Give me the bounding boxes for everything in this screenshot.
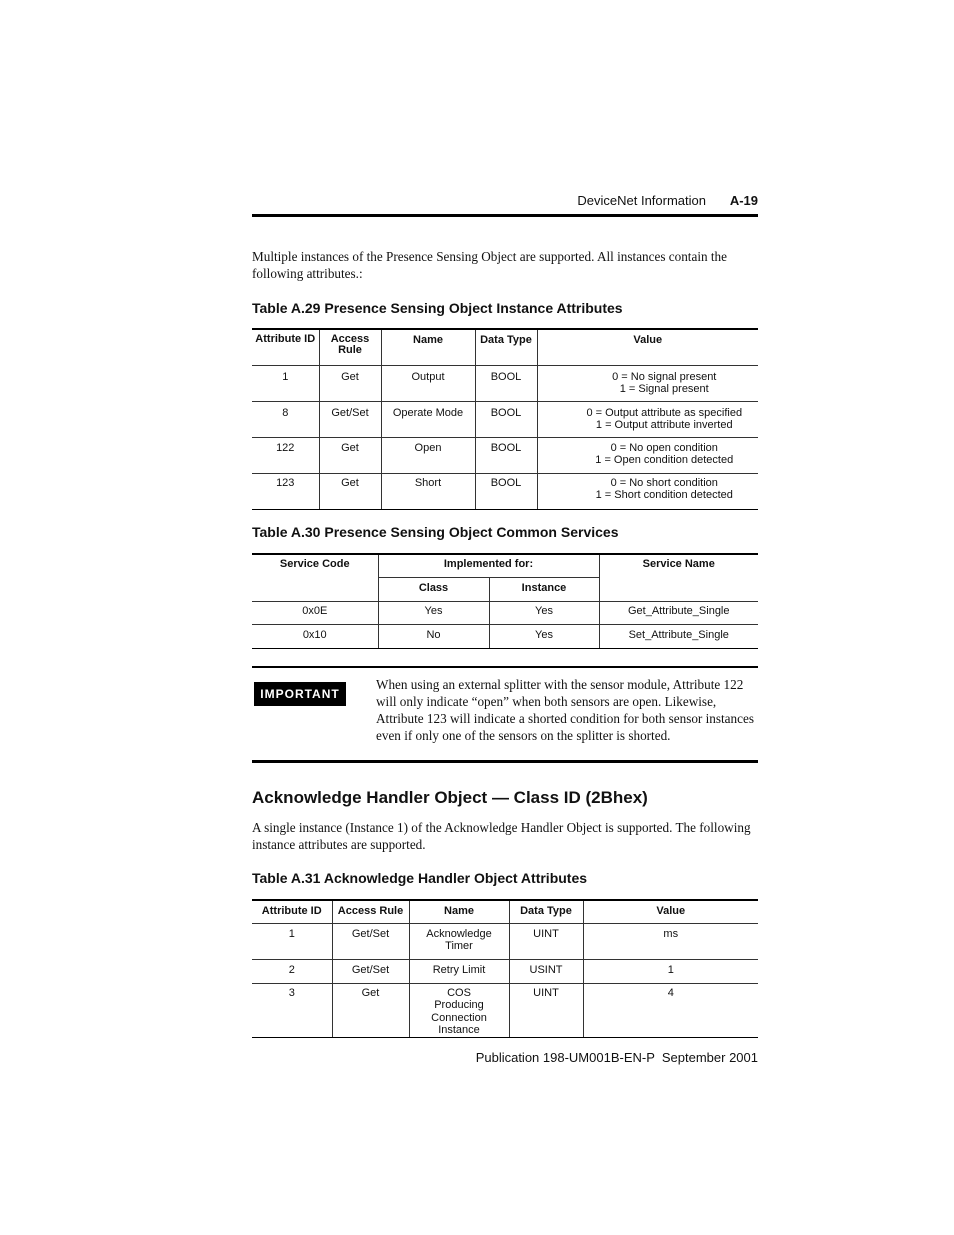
table-30-header-row xyxy=(252,554,758,577)
attribute-id-cell: 1 xyxy=(282,370,289,383)
name-cell: Retry Limit xyxy=(432,963,486,976)
value-cell: 4 xyxy=(667,986,674,999)
service-name-cell: Set_Attribute_Single xyxy=(628,628,729,641)
publication-footer: Publication 198-UM001B-EN-P September 2001 xyxy=(475,1050,758,1065)
name-cell: Operate Mode xyxy=(392,406,464,419)
table-row xyxy=(252,437,758,473)
column-header: Instance xyxy=(489,577,599,601)
table-29 xyxy=(252,328,758,510)
attribute-id-cell: 1 xyxy=(288,927,295,940)
table-29-caption: Table A.29 Presence Sensing Object Instance Attributes xyxy=(252,300,623,316)
name-cell: Output xyxy=(411,370,445,383)
data-type-cell: USINT xyxy=(529,963,563,976)
important-notice xyxy=(252,666,758,763)
service-code-cell: 0x10 xyxy=(302,628,327,641)
instance-cell: Yes xyxy=(535,628,553,641)
table-row xyxy=(252,983,758,1037)
access-rule-cell: Get/Set xyxy=(351,927,390,940)
value-cell: 0 = No signal present 1 = Signal present xyxy=(612,370,717,395)
access-rule-cell: Get xyxy=(341,476,359,489)
column-header: Service Name xyxy=(599,554,758,601)
column-header: Attribute ID xyxy=(252,900,332,923)
running-header-title: DeviceNet Information xyxy=(577,193,706,208)
table-31 xyxy=(252,899,758,1038)
column-header: Value xyxy=(537,329,758,365)
table-row xyxy=(252,624,758,648)
section-heading: Acknowledge Handler Object — Class ID (2Bhex) xyxy=(252,788,648,807)
attribute-id-cell: 3 xyxy=(288,986,295,999)
column-header: Class xyxy=(378,577,489,601)
table-row xyxy=(252,923,758,959)
instance-cell: Yes xyxy=(535,604,553,617)
table-row xyxy=(252,365,758,401)
table-row xyxy=(252,601,758,624)
access-rule-cell: Get/Set xyxy=(331,406,369,419)
data-type-cell: BOOL xyxy=(490,441,522,454)
value-cell: ms xyxy=(663,927,679,940)
column-header: Attribute ID xyxy=(252,329,319,365)
table-29-header-row xyxy=(252,329,758,365)
column-header: Name xyxy=(381,329,475,365)
column-header: Name xyxy=(409,900,509,923)
header-rule xyxy=(252,214,758,217)
column-header: Data Type xyxy=(509,900,583,923)
column-header: Value xyxy=(583,900,758,923)
table-row xyxy=(252,473,758,509)
name-cell: Short xyxy=(414,476,442,489)
column-header: Data Type xyxy=(475,329,537,365)
data-type-cell: UINT xyxy=(533,927,559,940)
value-cell: 1 xyxy=(667,963,674,976)
attribute-id-cell: 8 xyxy=(282,406,289,419)
table-30 xyxy=(252,553,758,649)
attribute-id-cell: 122 xyxy=(276,441,295,454)
service-name-cell: Get_Attribute_Single xyxy=(627,604,730,617)
access-rule-cell: Get xyxy=(361,986,380,999)
name-cell: Acknowledge Timer xyxy=(426,927,492,952)
column-header: Service Code xyxy=(252,554,378,601)
service-code-cell: 0x0E xyxy=(302,604,328,617)
access-rule-cell: Get xyxy=(341,370,359,383)
section-paragraph: A single instance (Instance 1) of the Acknowledge Handler Object is supported. The following instance attributes are supported. xyxy=(252,820,751,852)
name-cell: Open xyxy=(414,441,442,454)
access-rule-cell: Get/Set xyxy=(351,963,390,976)
value-cell: 0 = No open condition 1 = Open condition detected xyxy=(595,441,734,466)
value-cell: 0 = Output attribute as specified 1 = Output attribute inverted xyxy=(586,406,743,431)
table-31-caption: Table A.31 Acknowledge Handler Object Attributes xyxy=(252,870,588,886)
table-30-caption: Table A.30 Presence Sensing Object Common Services xyxy=(252,524,619,540)
data-type-cell: BOOL xyxy=(490,476,522,489)
table-31-header-row xyxy=(252,900,758,923)
attribute-id-cell: 2 xyxy=(288,963,295,976)
data-type-cell: UINT xyxy=(533,986,559,999)
page-number: A-19 xyxy=(729,193,758,208)
important-text: When using an external splitter with the sensor module, Attribute 122 will only indicate “open” when both sensors are open. Likewise, Attribute 123 will indicate a shorted condition for both sensor instances even if only one of the sensors on the splitter is shorted. xyxy=(376,677,754,743)
page-header xyxy=(252,192,758,216)
data-type-cell: BOOL xyxy=(490,370,522,383)
attribute-id-cell: 123 xyxy=(276,476,295,489)
class-cell: No xyxy=(426,628,441,641)
column-header: Implemented for: xyxy=(378,554,599,577)
access-rule-cell: Get xyxy=(341,441,359,454)
class-cell: Yes xyxy=(424,604,443,617)
intro-paragraph: Multiple instances of the Presence Sensing Object are supported. All instances contain the following attributes.: xyxy=(252,249,727,281)
important-badge: IMPORTANT xyxy=(254,682,346,706)
table-row xyxy=(252,959,758,983)
table-row xyxy=(252,401,758,437)
data-type-cell: BOOL xyxy=(490,406,522,419)
column-header: Access Rule xyxy=(332,900,409,923)
value-cell: 0 = No short condition 1 = Short condition detected xyxy=(595,476,733,501)
name-cell: COS Producing Connection Instance xyxy=(431,986,487,1036)
column-header: Access Rule xyxy=(319,329,381,365)
